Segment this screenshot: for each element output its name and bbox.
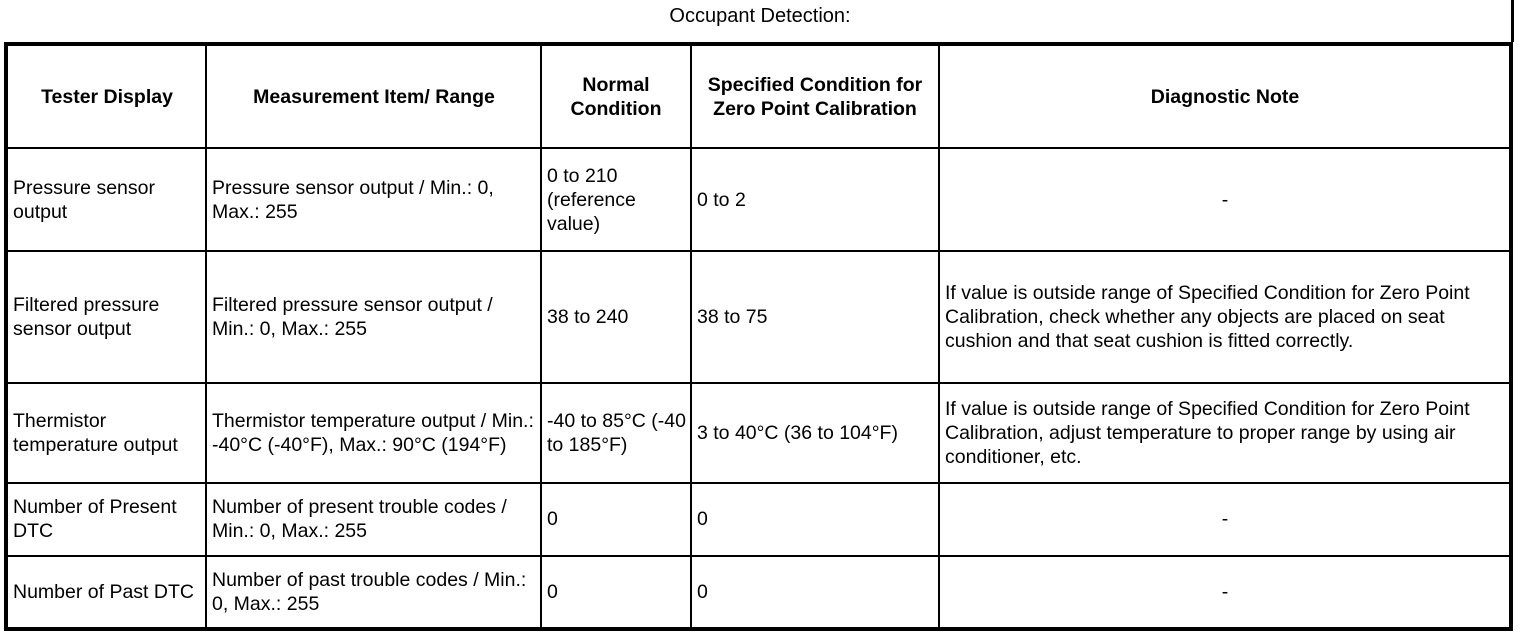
cell-diagnostic-note: - xyxy=(939,556,1511,629)
cell-normal-condition: 0 to 210 (reference value) xyxy=(541,148,691,250)
cell-diagnostic-note: - xyxy=(939,483,1511,556)
cell-tester-display: Number of Present DTC xyxy=(6,483,206,556)
page-title: Occupant Detection: xyxy=(669,5,851,27)
column-header-tester-display: Tester Display xyxy=(6,44,206,148)
cell-measurement: Number of present trouble codes / Min.: 0, Max.: 255 xyxy=(206,483,541,556)
cell-normal-condition: 0 xyxy=(541,556,691,629)
column-header-zero-point: Specified Condition for Zero Point Calibration xyxy=(691,44,939,148)
cell-zero-point: 3 to 40°C (36 to 104°F) xyxy=(691,383,939,483)
cell-diagnostic-note: If value is outside range of Specified Condition for Zero Point Calibration, check whether any objects are placed on seat cushion and that seat cushion is fitted correctly. xyxy=(939,251,1511,383)
cell-zero-point: 0 xyxy=(691,483,939,556)
cell-tester-display: Thermistor temperature output xyxy=(6,383,206,483)
cell-measurement: Number of past trouble codes / Min.: 0, Max.: 255 xyxy=(206,556,541,629)
column-header-diagnostic-note: Diagnostic Note xyxy=(939,44,1511,148)
data-table xyxy=(4,42,1513,631)
cell-normal-condition: -40 to 85°C (-40 to 185°F) xyxy=(541,383,691,483)
cell-measurement: Thermistor temperature output / Min.: -40°C (-40°F), Max.: 90°C (194°F) xyxy=(206,383,541,483)
table-row xyxy=(6,251,1511,383)
column-header-measurement: Measurement Item/ Range xyxy=(206,44,541,148)
cell-normal-condition: 0 xyxy=(541,483,691,556)
cell-zero-point: 38 to 75 xyxy=(691,251,939,383)
cell-diagnostic-note: - xyxy=(939,148,1511,250)
cell-tester-display: Filtered pressure sensor output xyxy=(6,251,206,383)
table-row xyxy=(6,148,1511,250)
page-edge-line xyxy=(1511,0,1514,42)
cell-normal-condition: 38 to 240 xyxy=(541,251,691,383)
column-header-normal-condition: Normal Condition xyxy=(541,44,691,148)
cell-diagnostic-note: If value is outside range of Specified Condition for Zero Point Calibration, adjust temperature to proper range by using air conditioner, etc. xyxy=(939,383,1511,483)
cell-zero-point: 0 to 2 xyxy=(691,148,939,250)
cell-tester-display: Number of Past DTC xyxy=(6,556,206,629)
table-row xyxy=(6,483,1511,556)
cell-zero-point: 0 xyxy=(691,556,939,629)
table-header-row xyxy=(6,44,1511,148)
cell-measurement: Filtered pressure sensor output / Min.: 0, Max.: 255 xyxy=(206,251,541,383)
cell-tester-display: Pressure sensor output xyxy=(6,148,206,250)
cell-measurement: Pressure sensor output / Min.: 0, Max.: 255 xyxy=(206,148,541,250)
table-row xyxy=(6,383,1511,483)
table-row xyxy=(6,556,1511,629)
